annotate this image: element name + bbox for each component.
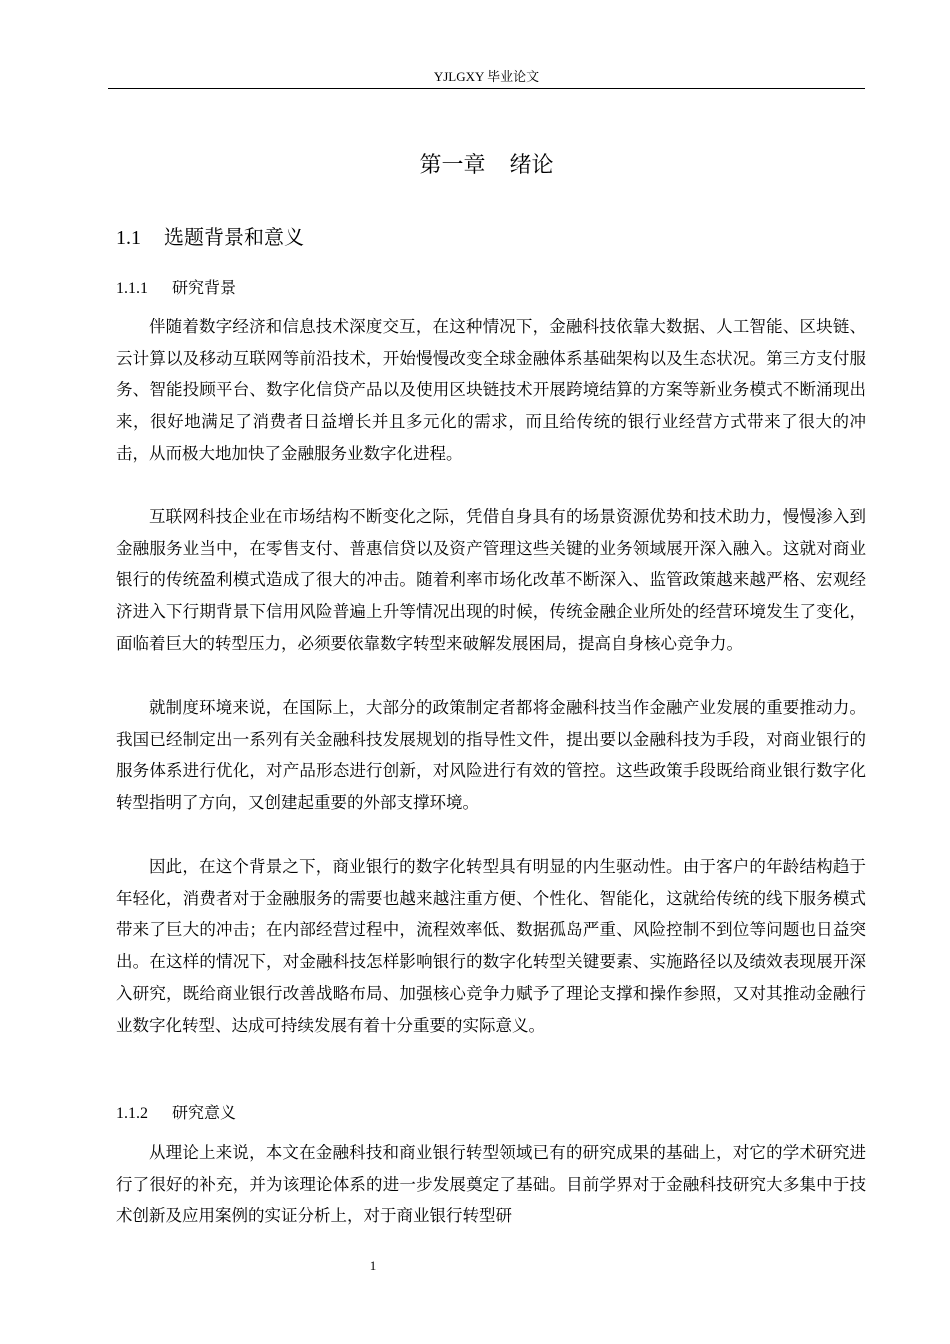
subsection-title: 研究背景 [172, 278, 237, 297]
chapter-title [108, 148, 865, 179]
chapter-number: 第一章 [419, 153, 486, 178]
body-paragraph: 伴随着数字经济和信息技术深度交互，在这种情况下，金融科技依靠大数据、人工智能、区块链、云计算以及移动互联网等前沿技术，开始慢慢改变全球金融体系基础架构以及生态状况。第三方支付服务、智能投顾平台、数字化信贷产品以及使用区块链技术开展跨境结算的方案等新业务模式不断涌现出来，很好地满足了消费者日益增长并且多元化的需求，而且给传统的银行业经营方式带来了很大的冲击，从而极大地加快了金融服务业数字化进程。 [116, 317, 866, 463]
subsection-number: 1.1.2 [116, 1105, 148, 1122]
section-title: 选题背景和意义 [164, 225, 304, 249]
body-paragraph: 因此，在这个背景之下，商业银行的数字化转型具有明显的内生驱动性。由于客户的年龄结构趋于年轻化，消费者对于金融服务的需要也越来越注重方便、个性化、智能化，这就给传统的线下服务模式带来了巨大的冲击；在内部经营过程中，流程效率低、数据孤岛严重、风险控制不到位等问题也日益突出。在这样的情况下，对金融科技怎样影响银行的数字化转型关键要素、实施路径以及绩效表现展开深入研究，既给商业银行改善战略布局、加强核心竞争力赋予了理论支撑和操作参照，又对其推动金融行业数字化转型、达成可持续发展有着十分重要的实际意义。 [116, 857, 866, 1035]
chapter-name: 绪论 [509, 153, 554, 178]
page-number: 1 [369, 1258, 377, 1273]
subsection-heading-background [116, 275, 236, 298]
body-paragraph: 互联网科技企业在市场结构不断变化之际，凭借自身具有的场景资源优势和技术助力，慢慢渗入到金融服务业当中，在零售支付、普惠信贷以及资产管理这些关键的业务领域展开深入融入。这就对商业银行的传统盈利模式造成了很大的冲击。随着利率市场化改革不断深入、监管政策越来越严格、宏观经济进入下行期背景下信用风险普遍上升等情况出现的时候，传统金融企业所处的经营环境发生了变化，面临着巨大的转型压力，必须要依靠数字转型来破解发展困局，提高自身核心竞争力。 [116, 507, 866, 653]
section-heading [116, 221, 304, 250]
subsection-title: 研究意义 [172, 1103, 237, 1122]
subsection-heading-significance [116, 1100, 236, 1123]
header-rule [108, 88, 865, 89]
body-paragraph: 就制度环境来说，在国际上，大部分的政策制定者都将金融科技当作金融产业发展的重要推动力。我国已经制定出一系列有关金融科技发展规划的指导性文件，提出要以金融科技为手段，对商业银行的服务体系进行优化，对产品形态进行创新，对风险进行有效的管控。这些政策手段既给商业银行数字化转型指明了方向，又创建起重要的外部支撑环境。 [116, 698, 866, 813]
running-header: YJLGXY 毕业论文 [433, 69, 540, 84]
subsection-number: 1.1.1 [116, 280, 148, 297]
body-paragraph: 从理论上来说，本文在金融科技和商业银行转型领域已有的研究成果的基础上，对它的学术研究进行了很好的补充，并为该理论体系的进一步发展奠定了基础。目前学界对于金融科技研究大多集中于技术创新及应用案例的实证分析上，对于商业银行转型研 [116, 1143, 866, 1226]
section-number: 1.1 [116, 227, 141, 249]
